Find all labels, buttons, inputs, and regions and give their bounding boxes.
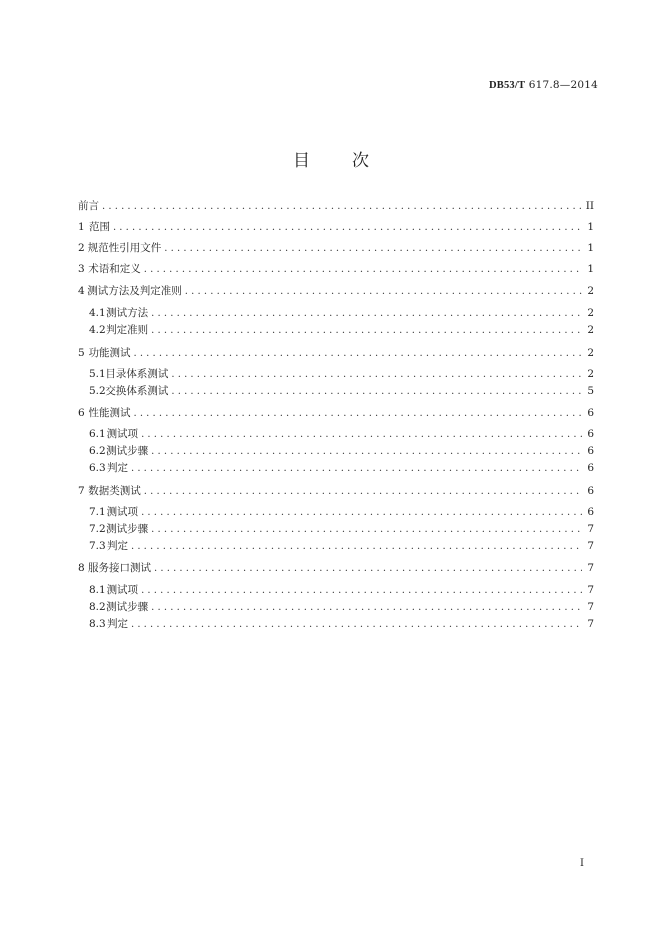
toc-leader-dots — [131, 616, 582, 633]
toc-entry[interactable] — [89, 460, 594, 477]
toc-entry-label: 判定 — [106, 618, 128, 630]
toc-title-char-2: 次 — [352, 151, 369, 171]
toc-entry[interactable] — [78, 261, 594, 278]
toc-entry-number: 8.1 — [89, 584, 106, 596]
toc-leader-dots — [154, 560, 582, 577]
toc-entry-label: 规范性引用文件 — [87, 242, 162, 254]
toc-entry-page: 7 — [587, 601, 594, 613]
toc-entry-label: 测试方法及判定准则 — [87, 285, 182, 297]
document-code — [489, 79, 598, 91]
toc-entry-number: 3 — [78, 263, 85, 275]
toc-entry-number: 8.2 — [89, 601, 106, 613]
toc-leader-dots — [133, 345, 582, 362]
page-number: I — [580, 858, 584, 869]
toc-entry-label: 性能测试 — [88, 407, 131, 419]
toc-leader-dots — [144, 483, 582, 500]
toc-entry-number: 6.3 — [89, 462, 106, 474]
toc-entry[interactable] — [89, 322, 594, 339]
toc-entry-number: 5 — [78, 347, 85, 359]
toc-entry-label: 测试步骤 — [106, 523, 149, 535]
toc-leader-dots — [131, 460, 582, 477]
toc-entry[interactable] — [78, 560, 594, 577]
toc-entry[interactable] — [89, 616, 594, 633]
toc-entry-number: 1 — [78, 221, 85, 233]
toc-leader-dots — [131, 538, 582, 555]
toc-leader-dots — [171, 366, 582, 383]
toc-entry[interactable] — [78, 283, 594, 300]
document-code-prefix: DB53/T — [488, 80, 526, 91]
toc-entry-number: 4.1 — [89, 307, 106, 319]
toc-entry-number: 8 — [78, 562, 85, 574]
toc-entry-number: 4 — [78, 285, 85, 297]
toc-entry-label: 范围 — [88, 221, 110, 233]
toc-entry-page: 1 — [587, 242, 594, 254]
toc-entry[interactable] — [89, 443, 594, 460]
toc-entry-page: 2 — [587, 368, 594, 380]
toc-entry-number: 2 — [78, 242, 85, 254]
toc-entry-number: 7.3 — [89, 540, 106, 552]
toc-leader-dots — [102, 198, 582, 215]
toc-entry-page: 1 — [587, 221, 594, 233]
toc-entry-page: 1 — [587, 263, 594, 275]
toc-entry-label: 数据类测试 — [88, 485, 141, 497]
toc-leader-dots — [141, 426, 582, 443]
toc-entry-page: 7 — [587, 584, 594, 596]
toc-entry-page: 6 — [587, 485, 594, 497]
toc-entry-number: 6 — [78, 407, 85, 419]
toc-leader-dots — [133, 405, 582, 422]
toc-entry-number: 7.2 — [89, 523, 106, 535]
toc-entry-label: 判定准则 — [106, 324, 149, 336]
toc-entry-page: 2 — [587, 285, 594, 297]
toc-entry[interactable] — [78, 345, 594, 362]
toc-entry-number: 4.2 — [89, 324, 106, 336]
toc-entry-number: 5.2 — [89, 385, 106, 397]
toc-entry-label: 测试项 — [106, 428, 139, 440]
toc-entry-label: 目录体系测试 — [105, 368, 169, 380]
toc-entry-label: 测试步骤 — [106, 445, 149, 457]
toc-entry-page: 7 — [587, 540, 594, 552]
toc-entry[interactable] — [78, 405, 594, 422]
toc-leader-dots — [151, 521, 582, 538]
toc-entry[interactable] — [89, 599, 594, 616]
toc-leader-dots — [185, 283, 582, 300]
toc-entry-page: 7 — [587, 523, 594, 535]
toc-entry-page: 2 — [587, 324, 594, 336]
toc-leader-dots — [151, 599, 582, 616]
toc-entry[interactable] — [89, 521, 594, 538]
toc-entry[interactable] — [78, 198, 594, 215]
toc-entry[interactable] — [89, 426, 594, 443]
document-code-number: 617.8—2014 — [525, 79, 598, 91]
toc-entry-page: 6 — [587, 462, 594, 474]
toc-entry[interactable] — [89, 504, 594, 521]
toc-entry-label: 服务接口测试 — [88, 562, 151, 574]
toc-entry-page: II — [585, 200, 594, 212]
toc-entry-page: 7 — [587, 618, 594, 630]
toc-title — [0, 146, 662, 171]
toc-entry-page: 5 — [587, 385, 594, 397]
toc-leader-dots — [141, 582, 582, 599]
toc-entry-label: 交换体系测试 — [105, 385, 169, 397]
toc-leader-dots — [144, 261, 582, 278]
toc-entry-label: 术语和定义 — [88, 263, 141, 275]
toc-entry-page: 6 — [587, 445, 594, 457]
toc-leader-dots — [171, 383, 582, 400]
toc-leader-dots — [151, 305, 582, 322]
toc-entry-number: 5.1 — [89, 368, 106, 380]
toc-entry-label: 判定 — [106, 462, 128, 474]
toc-entry[interactable] — [89, 366, 594, 383]
toc-entry-page: 2 — [587, 347, 594, 359]
toc-entry-label: 测试项 — [106, 584, 139, 596]
toc-leader-dots — [151, 443, 582, 460]
toc-entry-number: 6.1 — [89, 428, 106, 440]
toc-entry[interactable] — [78, 240, 594, 257]
toc-entry-label: 判定 — [106, 540, 128, 552]
toc-entry-number: 6.2 — [89, 445, 106, 457]
toc-title-char-1: 目 — [293, 151, 310, 171]
toc-entry-number: 7.1 — [89, 506, 106, 518]
toc-entry[interactable] — [89, 538, 594, 555]
toc-entry[interactable] — [78, 483, 594, 500]
toc-entry-label: 测试步骤 — [106, 601, 149, 613]
toc-leader-dots — [113, 219, 582, 236]
toc-leader-dots — [141, 504, 582, 521]
toc-entry-label: 功能测试 — [88, 347, 131, 359]
toc-entry-label: 前言 — [78, 200, 99, 212]
toc-leader-dots — [164, 240, 582, 257]
toc-entry-page: 2 — [587, 307, 594, 319]
toc-entry-page: 6 — [587, 407, 594, 419]
toc-leader-dots — [151, 322, 582, 339]
toc-entry[interactable] — [89, 383, 594, 400]
toc-entry-number: 7 — [78, 485, 85, 497]
toc-entry[interactable] — [89, 305, 594, 322]
toc-entry-label: 测试项 — [106, 506, 139, 518]
toc-entry-page: 6 — [587, 428, 594, 440]
toc-entry[interactable] — [89, 582, 594, 599]
toc-entry-number: 8.3 — [89, 618, 106, 630]
toc-entry[interactable] — [78, 219, 594, 236]
toc-entry-label: 测试方法 — [106, 307, 149, 319]
toc-entry-page: 7 — [587, 562, 594, 574]
toc-entry-page: 6 — [587, 506, 594, 518]
